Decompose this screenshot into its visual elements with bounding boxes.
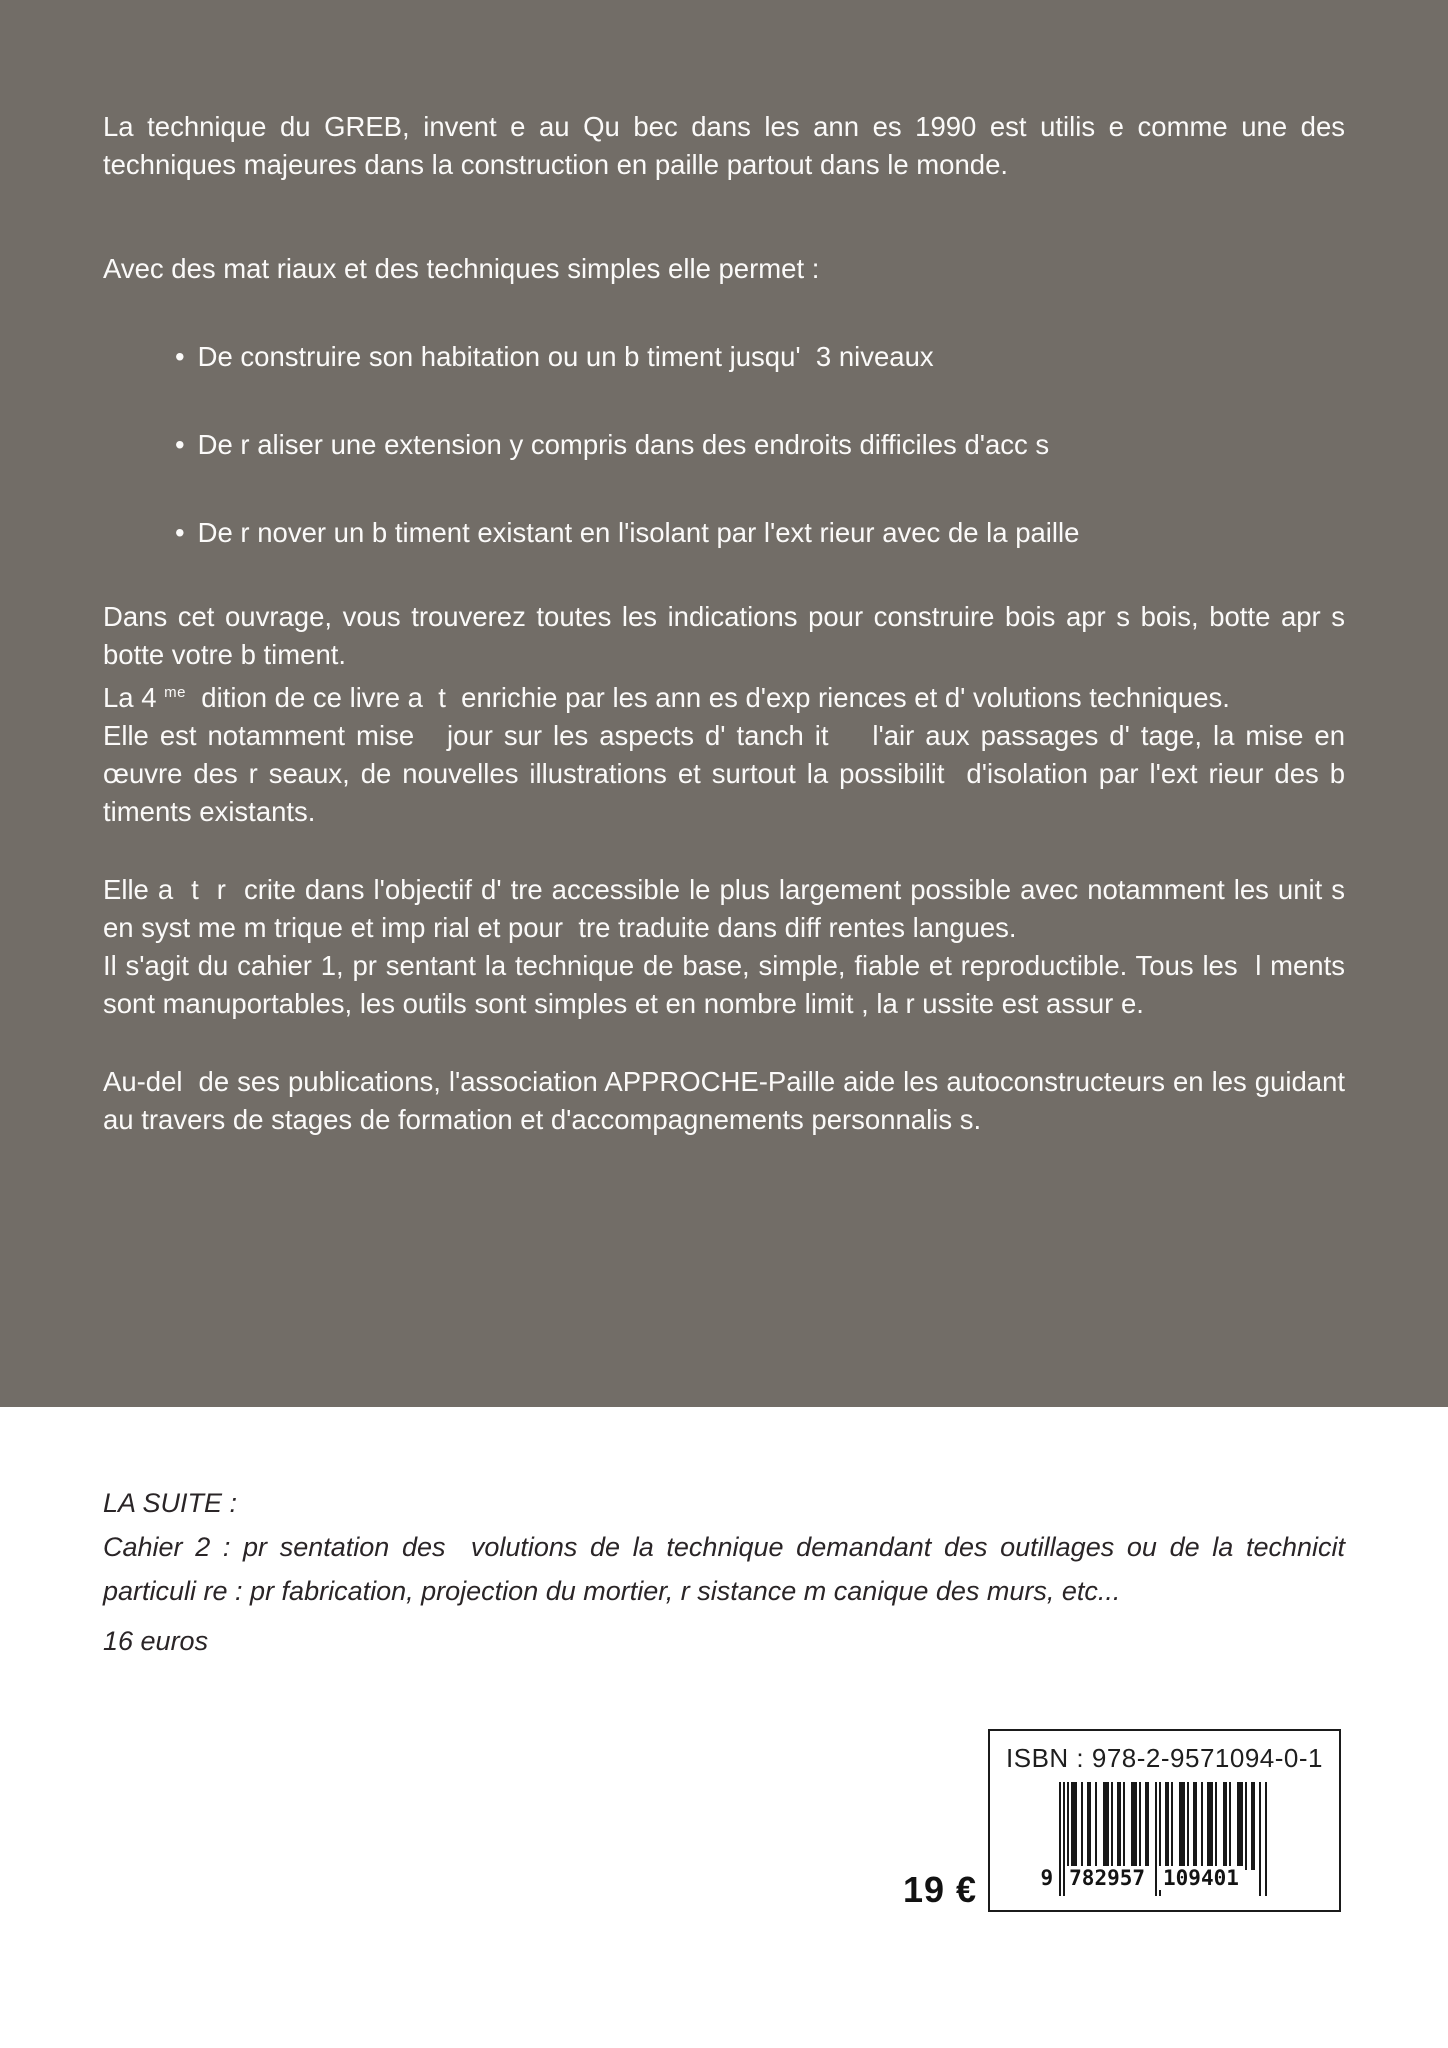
la-suite-heading: LA SUITE : — [103, 1488, 238, 1518]
update-note: Elle est notamment mise jour sur les aspects d' tanch it l'air aux passages d' tage, la mise en œuvre des r seaux, de nouvelles illustrations et surtout la possibilit d'isolation par l'ext rieur des b timents existants. — [103, 720, 1353, 828]
footer-panel — [0, 1407, 1448, 2048]
cahier1-note: Il s'agit du cahier 1, pr sentant la technique de base, simple, fiable et reproductible. Tous les l ments sont manuportables, les outils sont simples et en nombre limit , la r ussite est assur e. — [103, 950, 1353, 1020]
ean-barcode — [1040, 1782, 1271, 1900]
cahier2-description: Cahier 2 : pr sentation des volutions de la technique demandant des outillages ou de la technicit particuli re : pr fabrication, projection du mortier, r sistance m canique des murs, etc... — [103, 1532, 1361, 1606]
edition-text: dition de ce livre a t enrichie par les ann es d'exp riences et d' volutions techniques. — [186, 682, 1230, 714]
capabilities-list — [103, 338, 1345, 552]
barcode-digit-group: 109401 — [1159, 1866, 1243, 1890]
edition-prefix: La 4 — [103, 682, 165, 714]
barcode-digit-group: 782957 — [1065, 1866, 1149, 1890]
edition-superscript: me — [164, 684, 187, 701]
price-label: 19 € — [903, 1869, 978, 1910]
bullet-item: • De r aliser une extension y compris dans des endroits difficiles d'acc s — [175, 426, 1345, 464]
association-note: Au-del de ses publications, l'association APPROCHE-Paille aide les autoconstructeurs en les guidant au travers de stages de formation et d'accompagnements personnalis s. — [103, 1066, 1353, 1136]
intro-paragraph: La technique du GREB, invent e au Qu bec dans les ann es 1990 est utilis e comme une des techniques majeures dans la construction en paille partout dans le monde. — [103, 111, 1353, 180]
materials-lead: Avec des mat riaux et des techniques simples elle permet : — [103, 253, 820, 284]
isbn-box — [988, 1729, 1341, 1912]
barcode-digits — [1039, 1866, 1243, 1890]
edition-note — [103, 674, 1345, 717]
bullet-item: • De construire son habitation ou un b timent jusqu' 3 niveaux — [175, 338, 1345, 376]
barcode-digit-group: 9 — [1040, 1866, 1054, 1890]
bullet-item: • De r nover un b timent existant en l'isolant par l'ext rieur avec de la paille — [175, 514, 1345, 552]
construction-paragraph: Dans cet ouvrage, vous trouverez toutes les indications pour construire bois apr s bois, botte apr s botte votre b timent. — [103, 601, 1353, 670]
cahier2-price: 16 euros — [103, 1626, 209, 1656]
accessibility-note: Elle a t r crite dans l'objectif d' tre accessible le plus largement possible avec notamment les unit s en syst me m trique et imp rial et pour tre traduite dans diff rentes langues. — [103, 874, 1353, 944]
isbn-label: ISBN : 978-2-9571094-0-1 — [1006, 1743, 1323, 1773]
